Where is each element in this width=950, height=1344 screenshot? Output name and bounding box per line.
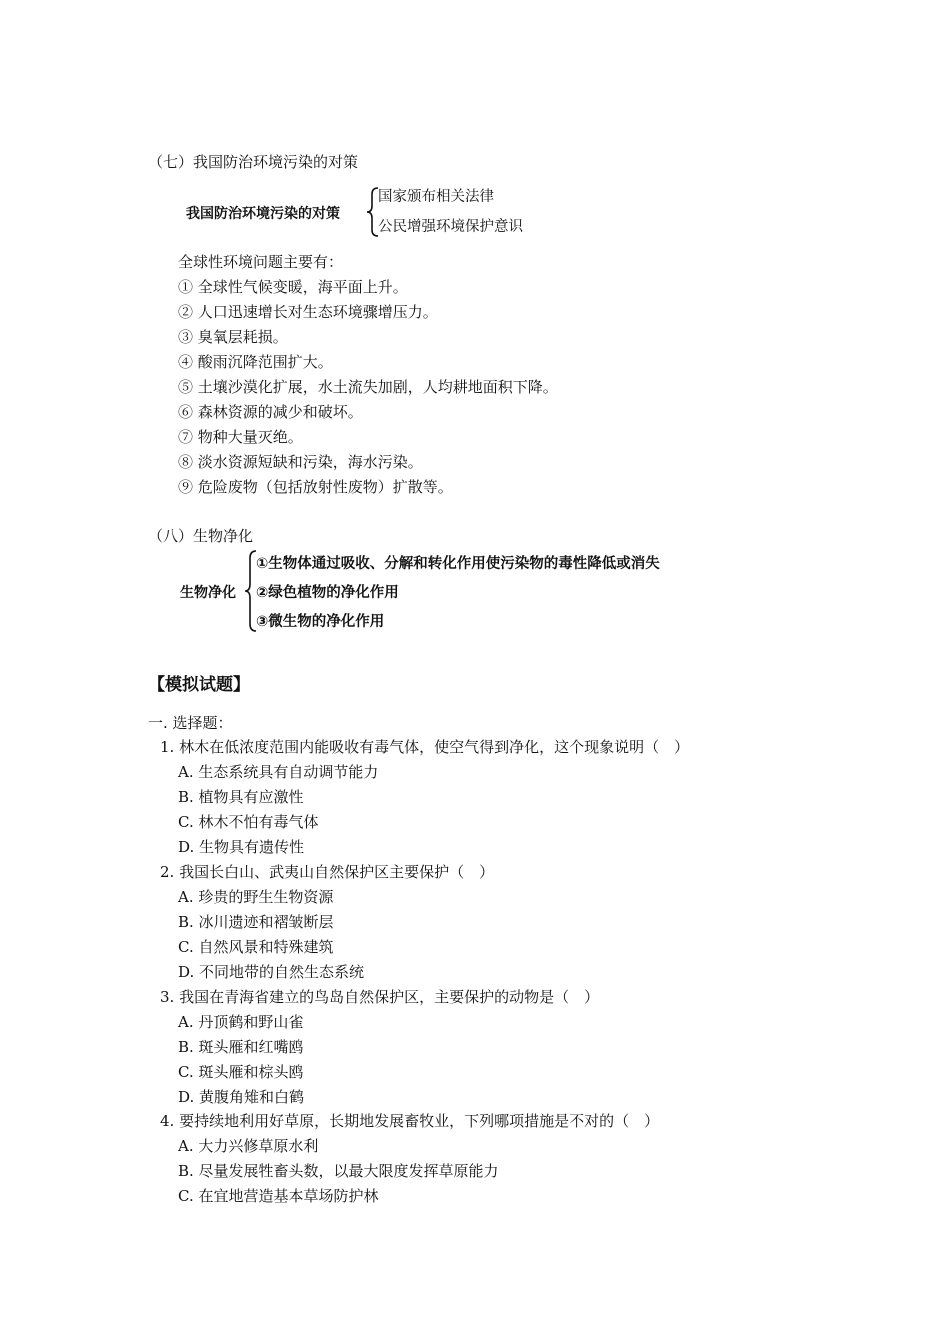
question-option: A. 生态系统具有自动调节能力 [178, 763, 379, 781]
question-option: B. 植物具有应激性 [178, 788, 304, 806]
question-option: B. 尽量发展牲畜头数，以最大限度发挥草原能力 [178, 1162, 499, 1180]
issue-item: ⑦ 物种大量灭绝。 [178, 428, 303, 446]
question-option: D. 生物具有遗传性 [178, 838, 305, 856]
question-option: C. 自然风景和特殊建筑 [178, 938, 334, 956]
issue-item: ② 人口迅速增长对生态环境骤增压力。 [178, 303, 438, 321]
section-7-title: （七）我国防治环境污染的对策 [148, 153, 359, 171]
question-option: C. 在宜地营造基本草场防护林 [178, 1187, 379, 1205]
part-title: 一. 选择题： [148, 714, 233, 732]
question-option: C. 斑头雁和棕头鸥 [178, 1063, 304, 1081]
question-option: D. 黄腹角雉和白鹤 [178, 1088, 305, 1106]
diagram-item: 国家颁布相关法律 [378, 189, 494, 205]
diagram-item: ③微生物的净化作用 [256, 614, 385, 630]
issue-item: ⑤ 土壤沙漠化扩展，水土流失加剧，人均耕地面积下降。 [178, 378, 558, 396]
question-stem: 1. 林木在低浓度范围内能吸收有毒气体，使空气得到净化，这个现象说明（ ） [160, 738, 690, 756]
section-8-title: （八）生物净化 [148, 527, 254, 545]
question-option: A. 丹顶鹤和野山雀 [178, 1013, 304, 1031]
issue-item: ⑥ 森林资源的减少和破坏。 [178, 403, 363, 421]
question-stem: 3. 我国在青海省建立的鸟岛自然保护区，主要保护的动物是（ ） [160, 988, 600, 1006]
question-stem: 2. 我国长白山、武夷山自然保护区主要保护（ ） [160, 863, 495, 881]
question-option: D. 不同地带的自然生态系统 [178, 963, 365, 981]
question-option: B. 冰川遗迹和褶皱断层 [178, 913, 334, 931]
issue-item: ③ 臭氧层耗损。 [178, 328, 288, 346]
question-option: A. 大力兴修草原水利 [178, 1137, 319, 1155]
issues-intro: 全球性环境问题主要有： [178, 253, 344, 271]
diagram-label: 生物净化 [180, 585, 236, 601]
question-option: B. 斑头雁和红嘴鸥 [178, 1038, 304, 1056]
exam-heading: 【模拟试题】 [148, 675, 250, 695]
diagram-item: ①生物体通过吸收、分解和转化作用使污染物的毒性降低或消失 [256, 556, 660, 572]
issue-item: ④ 酸雨沉降范围扩大。 [178, 353, 333, 371]
diagram-label: 我国防治环境污染的对策 [186, 206, 340, 222]
question-option: A. 珍贵的野生生物资源 [178, 888, 334, 906]
issue-item: ⑧ 淡水资源短缺和污染，海水污染。 [178, 453, 423, 471]
question-stem: 4. 要持续地利用好草原，长期地发展畜牧业，下列哪项措施是不对的（ ） [160, 1112, 660, 1130]
question-option: C. 林木不怕有毒气体 [178, 813, 319, 831]
issue-item: ① 全球性气候变暖，海平面上升。 [178, 278, 408, 296]
diagram-item: ②绿色植物的净化作用 [256, 585, 399, 601]
issue-item: ⑨ 危险废物（包括放射性废物）扩散等。 [178, 478, 453, 496]
diagram-item: 公民增强环境保护意识 [378, 219, 523, 235]
